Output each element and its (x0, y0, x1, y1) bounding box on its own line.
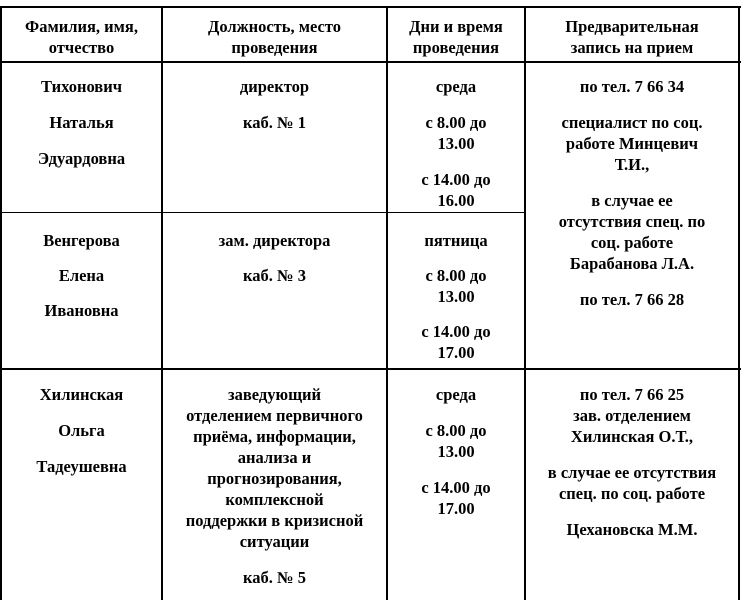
registration-shared: по тел. 7 66 34 специалист по соц. работе Минцевич Т.И., в случае ее отсутствия спец. по соц. работе Барабанова Л.А. по тел. 7 66 28 (558, 77, 706, 309)
row1-schedule: среда с 8.00 до 13.00 с 14.00 до 16.00 (421, 77, 491, 210)
header-schedule: Дни и время проведения (409, 17, 503, 57)
border-row1-bottom (0, 212, 525, 213)
header-name: Фамилия, имя, отчество (25, 17, 138, 57)
header-position: Должность, место проведения (208, 17, 341, 57)
row3-schedule: среда с 8.00 до 13.00 с 14.00 до 17.00 (421, 385, 491, 518)
row2-name: Венгерова Елена Ивановна (43, 231, 120, 320)
row1-position: директор каб. № 1 (239, 77, 310, 132)
border-right (738, 6, 740, 600)
border-header-bottom (0, 61, 741, 63)
border-top (0, 6, 741, 8)
row3-name: Хилинская Ольга Тадеушевна (36, 385, 127, 476)
row1-name: Тихонович Наталья Эдуардовна (37, 77, 126, 168)
row2-position: зам. директора каб. № 3 (218, 231, 331, 285)
row2-schedule: пятница с 8.00 до 13.00 с 14.00 до 17.00 (421, 231, 491, 362)
row3-position: заведующий отделением первичного приёма, информации, анализа и прогнозирования, комплексной поддержки в кризисной ситуации каб. № 5 (185, 385, 364, 587)
row3-registration: по тел. 7 66 25 зав. отделением Хилинская О.Т., в случае ее отсутствия спец. по соц. работе Цехановска М.М. (547, 385, 717, 539)
border-row2-bottom (0, 368, 741, 370)
header-registration: Предварительная запись на прием (565, 17, 699, 57)
